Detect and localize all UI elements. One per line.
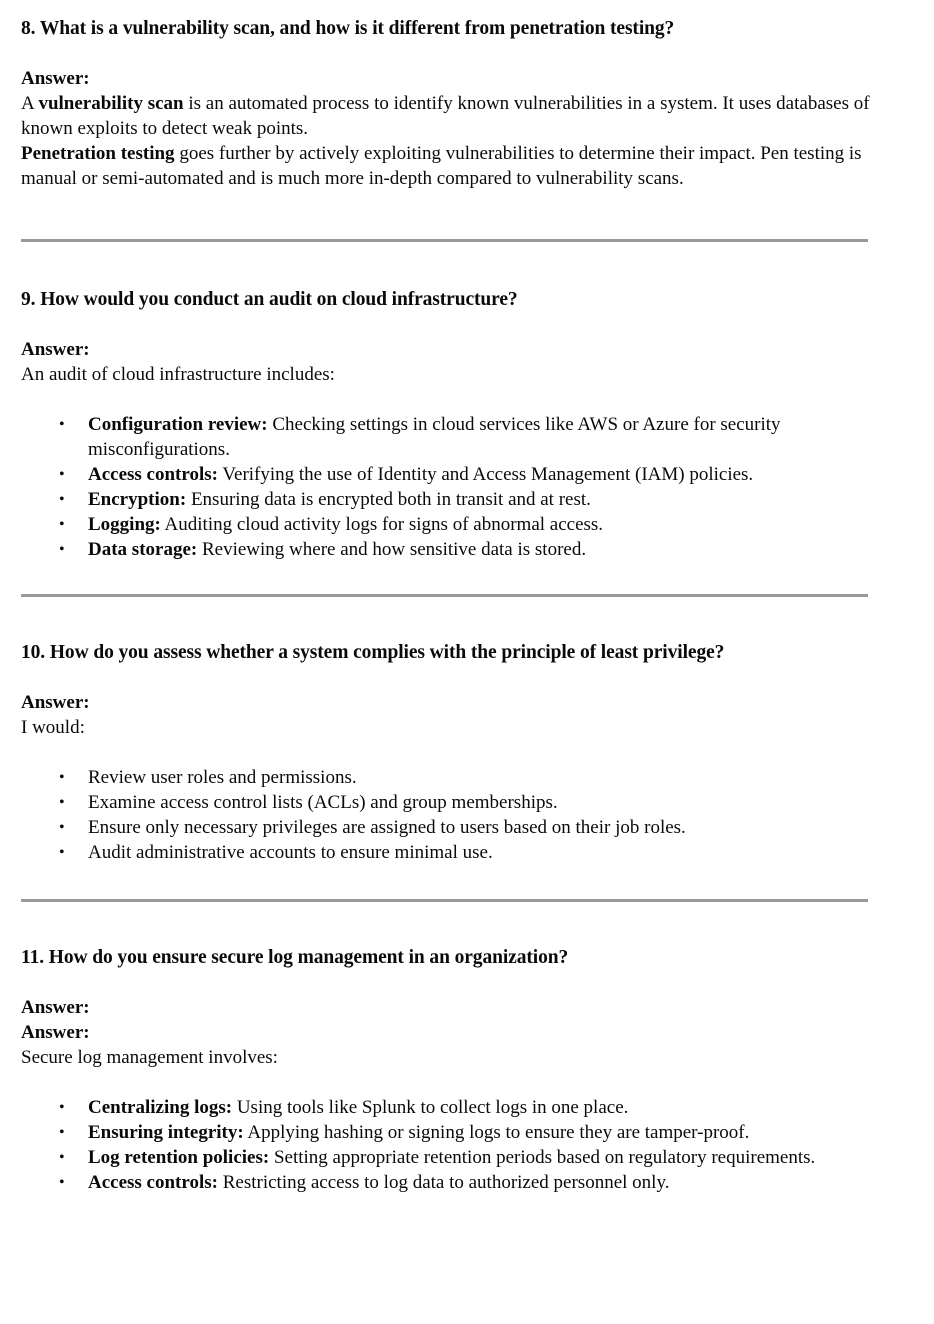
answer-label-q11-second: Answer: bbox=[21, 1022, 90, 1043]
answer-paragraph-q8-line1 bbox=[21, 91, 872, 141]
list-item bbox=[21, 1145, 872, 1170]
list-item-text: Ensure only necessary privileges are assigned to users based on their job roles. bbox=[88, 817, 686, 838]
qa-block-q11 bbox=[21, 945, 872, 1195]
list-item-text: Verifying the use of Identity and Access Management (IAM) policies. bbox=[217, 464, 754, 485]
list-item-text: Restricting access to log data to authorized personnel only. bbox=[217, 1172, 670, 1193]
spacer bbox=[21, 665, 872, 690]
answer-intro-q10: I would: bbox=[21, 717, 85, 738]
list-item-text: Setting appropriate retention periods based on regulatory requirements. bbox=[269, 1147, 816, 1168]
list-item-text: Auditing cloud activity logs for signs of abnormal access. bbox=[160, 514, 604, 535]
spacer bbox=[21, 970, 872, 995]
list-item bbox=[21, 412, 872, 462]
list-item-term: Access controls: bbox=[88, 464, 218, 485]
spacer bbox=[21, 865, 872, 899]
list-item-text: Ensuring data is encrypted both in transit and at rest. bbox=[186, 489, 591, 510]
question-heading-q11: 11. How do you ensure secure log management in an organization? bbox=[21, 947, 569, 968]
list-item-term: Data storage: bbox=[88, 539, 198, 560]
list-item-text: Examine access control lists (ACLs) and group memberships. bbox=[88, 792, 558, 813]
list-item bbox=[21, 462, 872, 487]
list-item-text: Review user roles and permissions. bbox=[88, 767, 357, 788]
spacer bbox=[21, 242, 872, 287]
list-item bbox=[21, 790, 872, 815]
list-item-text: Using tools like Splunk to collect logs in one place. bbox=[232, 1097, 629, 1118]
list-item-term: Log retention policies: bbox=[88, 1147, 270, 1168]
paragraph-bold-term: Penetration testing bbox=[21, 143, 175, 164]
list-item bbox=[21, 1170, 872, 1195]
paragraph-lead: A bbox=[21, 93, 39, 114]
paragraph-rest: goes further by actively exploiting vulnerabilities to determine their impact. Pen testing is manual or semi-automated and is much more in-depth compared to vulnerability scans. bbox=[21, 143, 862, 189]
bullet-list-q11 bbox=[21, 1095, 872, 1195]
bullet-list-q9 bbox=[21, 412, 872, 562]
list-item-term: Access controls: bbox=[88, 1172, 218, 1193]
answer-paragraph-q8-line2 bbox=[21, 141, 872, 191]
question-heading-q9: 9. How would you conduct an audit on cloud infrastructure? bbox=[21, 289, 518, 310]
list-item-term: Centralizing logs: bbox=[88, 1097, 233, 1118]
spacer bbox=[21, 191, 872, 239]
qa-block-q9 bbox=[21, 287, 872, 562]
list-item-text: Applying hashing or signing logs to ensure they are tamper-proof. bbox=[243, 1122, 750, 1143]
list-item bbox=[21, 815, 872, 840]
spacer bbox=[21, 312, 872, 337]
list-item bbox=[21, 1095, 872, 1120]
list-item bbox=[21, 537, 872, 562]
spacer bbox=[21, 41, 872, 66]
paragraph-bold-term: vulnerability scan bbox=[38, 93, 184, 114]
list-item-text: Reviewing where and how sensitive data is stored. bbox=[197, 539, 587, 560]
question-heading-q10: 10. How do you assess whether a system complies with the principle of least privilege? bbox=[21, 642, 725, 663]
list-item-text: Checking settings in cloud services like AWS or Azure for security misconfigurations. bbox=[88, 414, 781, 460]
list-item bbox=[21, 1120, 872, 1145]
list-item bbox=[21, 840, 872, 865]
list-item bbox=[21, 765, 872, 790]
spacer bbox=[21, 562, 872, 594]
spacer bbox=[21, 387, 872, 412]
answer-label-q9: Answer: bbox=[21, 339, 90, 360]
answer-label-q10: Answer: bbox=[21, 692, 90, 713]
qa-block-q8 bbox=[21, 16, 872, 191]
paragraph-rest: is an automated process to identify known vulnerabilities in a system. It uses databases of known exploits to detect weak points. bbox=[21, 93, 870, 139]
bullet-list-q10 bbox=[21, 765, 872, 865]
list-item-term: Encryption: bbox=[88, 489, 187, 510]
answer-intro-q11: Secure log management involves: bbox=[21, 1047, 278, 1068]
question-heading-q8: 8. What is a vulnerability scan, and how is it different from penetration testing? bbox=[21, 18, 675, 39]
spacer bbox=[21, 902, 872, 945]
spacer bbox=[21, 597, 872, 640]
list-item-term: Configuration review: bbox=[88, 414, 268, 435]
answer-intro-q9: An audit of cloud infrastructure includes: bbox=[21, 364, 335, 385]
answer-label-q11-first: Answer: bbox=[21, 997, 90, 1018]
list-item-term: Ensuring integrity: bbox=[88, 1122, 244, 1143]
qa-block-q10 bbox=[21, 640, 872, 865]
list-item-term: Logging: bbox=[88, 514, 161, 535]
list-item bbox=[21, 512, 872, 537]
top-padding bbox=[21, 0, 872, 16]
spacer bbox=[21, 740, 872, 765]
list-item-text: Audit administrative accounts to ensure minimal use. bbox=[88, 842, 493, 863]
answer-label-q8: Answer: bbox=[21, 68, 90, 89]
spacer bbox=[21, 1070, 872, 1095]
document-content bbox=[21, 0, 872, 1195]
list-item bbox=[21, 487, 872, 512]
